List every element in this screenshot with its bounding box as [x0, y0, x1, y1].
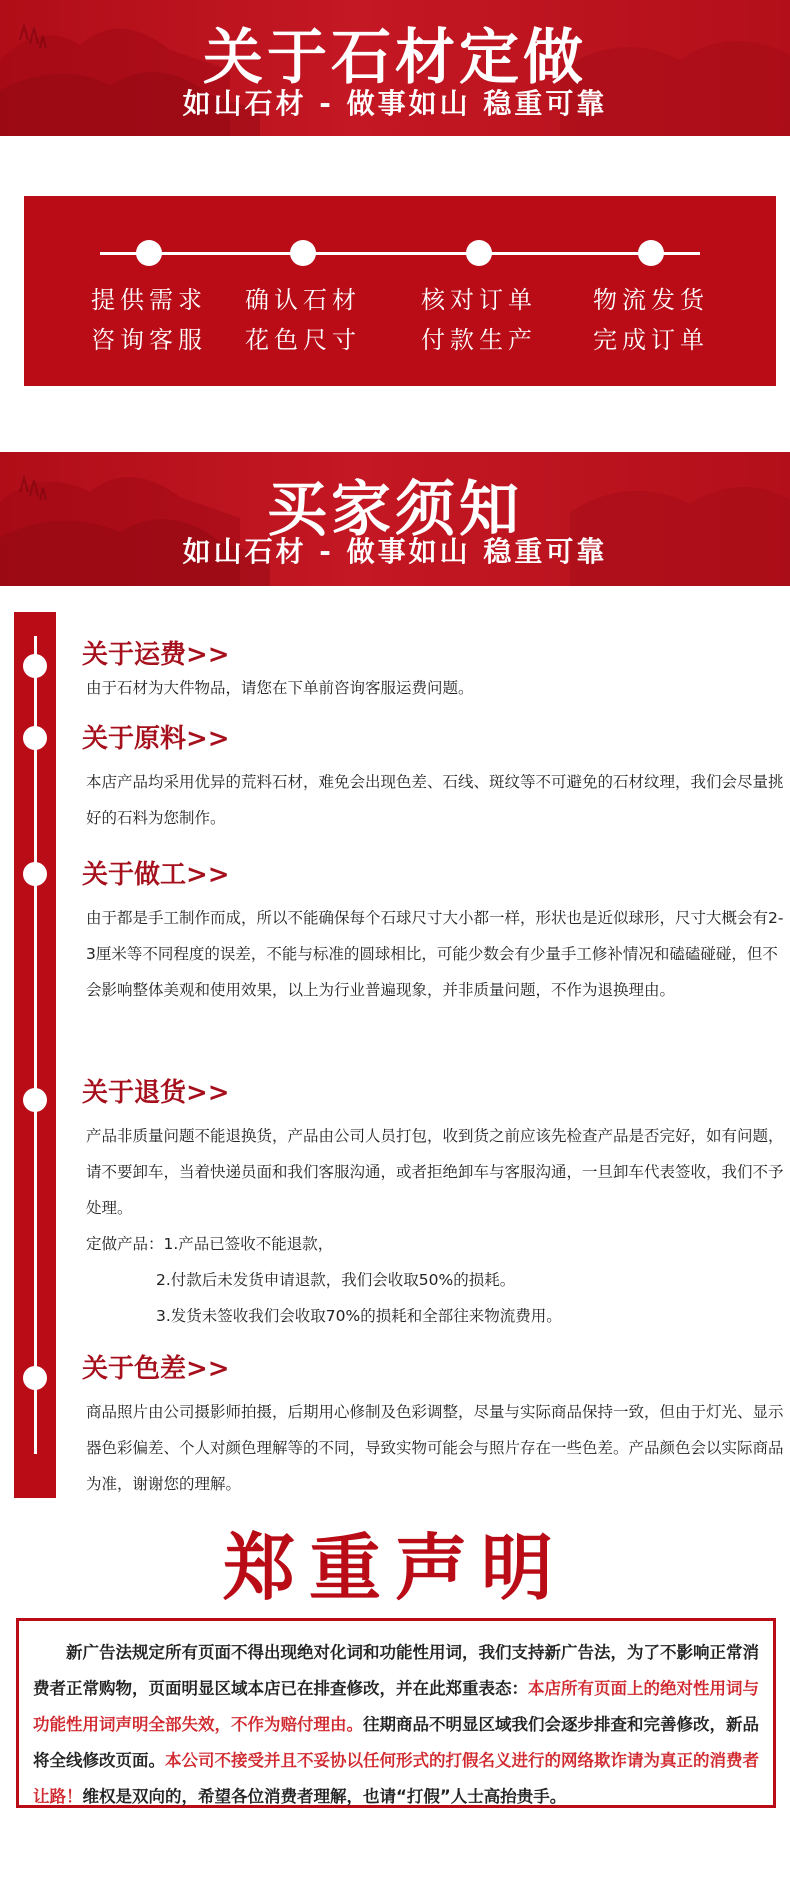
step-2-line2: 花色尺寸	[245, 326, 361, 354]
process-dot	[136, 240, 162, 266]
returns-heading: 关于退货>>	[82, 1078, 230, 1108]
timeline-dot	[23, 862, 47, 886]
declaration-text	[33, 1635, 759, 1815]
process-dot	[638, 240, 664, 266]
step-1-line1: 提供需求	[91, 286, 207, 314]
process-line	[100, 252, 700, 255]
craft-heading: 关于做工>>	[82, 860, 230, 890]
declaration-part-5: 维权是双向的，希望各位消费者理解，也请“打假”人士高抬贵手。	[82, 1787, 567, 1806]
declaration-highlight-1: 本店所有页面上的绝对性用词与功能性用词声明全部失效，不作为赔付理由。	[33, 1679, 759, 1734]
step-4-line1: 物流发货	[593, 286, 709, 314]
shipping-heading: 关于运费>>	[82, 640, 230, 670]
banner-subtitle: 如山石材 - 做事如山 稳重可靠	[182, 87, 608, 120]
process-dot	[290, 240, 316, 266]
color-text: 商品照片由公司摄影师拍摄，后期用心修制及色彩调整，尽量与实际商品保持一致，但由于灯光、显示器色彩偏差、个人对颜色理解等的不同，导致实物可能会与照片存在一些色差。产品颜色会以实际商品为准，谢谢您的理解。	[86, 1403, 784, 1493]
craft-text: 由于都是手工制作而成，所以不能确保每个石球尺寸大小都一样，形状也是近似球形，尺寸大概会有2-3厘米等不同程度的误差，不能与标准的圆球相比，可能少数会有少量手工修补情况和磕磕碰碰，但不会影响整体美观和使用效果，以上为行业普遍现象，并非质量问题，不作为退换理由。	[86, 909, 784, 999]
buyer-notes	[0, 612, 790, 1500]
timeline-line	[34, 636, 37, 1454]
declaration-highlight-2: 本公司不接受并且不妥协以任何形式的打假名义进行的网络欺诈请为真正的消费者让路！	[33, 1751, 759, 1806]
order-process	[24, 196, 776, 386]
custom-policy-2: 2.付款后未发货申请退款，我们会收取50%的损耗。	[156, 1271, 516, 1289]
timeline-dot	[23, 1088, 47, 1112]
custom-policy-3: 3.发货未签收我们会收取70%的损耗和全部往来物流费用。	[156, 1307, 562, 1325]
timeline-dot	[23, 726, 47, 750]
banner-title: 买家须知	[267, 475, 523, 545]
step-3-line2: 付款生产	[421, 326, 537, 354]
notice-banner	[0, 452, 790, 586]
material-text: 本店产品均采用优异的荒料石材，难免会出现色差、石线、斑纹等不可避免的石材纹理，我们会尽量挑好的石料为您制作。	[86, 773, 784, 827]
about-banner	[0, 0, 790, 136]
shipping-text: 由于石材为大件物品，请您在下单前咨询客服运费问题。	[86, 679, 474, 697]
declaration-part-3: 往期商品不明显区域我们会逐步排查和完善修改，新品将全线修改页面。	[33, 1715, 759, 1770]
step-1-line2: 咨询客服	[91, 326, 207, 354]
declaration-box	[16, 1618, 776, 1808]
custom-policy-1: 定做产品：1.产品已签收不能退款，	[86, 1235, 334, 1253]
step-4-line2: 完成订单	[593, 326, 709, 354]
step-3-line1: 核对订单	[421, 286, 537, 314]
process-dot	[466, 240, 492, 266]
returns-text: 产品非质量问题不能退换货，产品由公司人员打包，收到货之前应该先检查产品是否完好，如有问题，请不要卸车，当着快递员面和我们客服沟通，或者拒绝卸车与客服沟通，一旦卸车代表签收，我们不予处理。	[86, 1127, 784, 1217]
banner-subtitle: 如山石材 - 做事如山 稳重可靠	[182, 535, 608, 568]
banner-title: 关于石材定做	[203, 23, 587, 93]
declaration-part-1: 新广告法规定所有页面不得出现绝对化词和功能性用词，我们支持新广告法，为了不影响正常消费者正常购物，页面明显区域本店已在排查修改，并在此郑重表态：	[33, 1643, 759, 1698]
returns-section	[86, 1118, 786, 1334]
timeline-dot	[23, 1366, 47, 1390]
color-heading: 关于色差>>	[82, 1354, 230, 1384]
declaration-title: 郑重声明	[222, 1525, 567, 1610]
material-heading: 关于原料>>	[82, 724, 230, 754]
timeline-dot	[23, 654, 47, 678]
step-2-line1: 确认石材	[245, 286, 361, 314]
